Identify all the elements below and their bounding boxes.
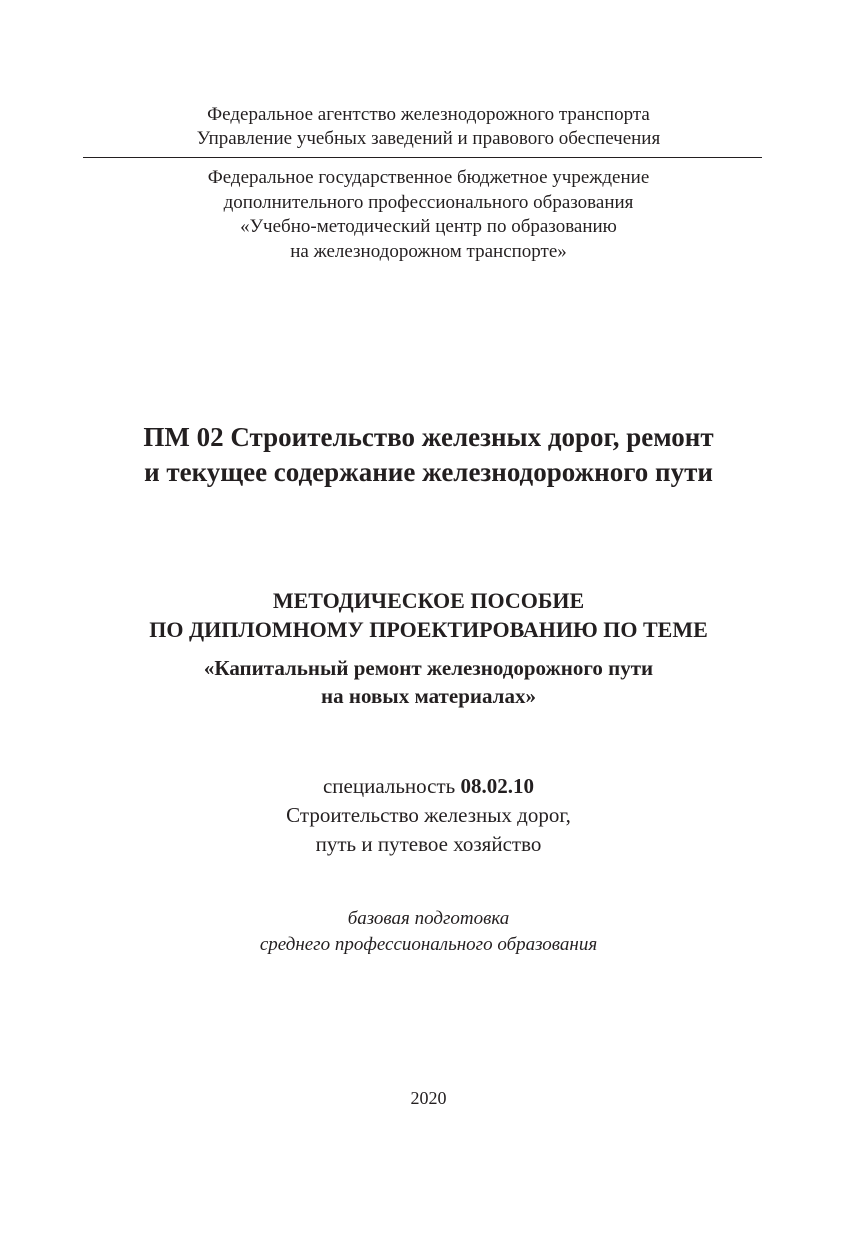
institution-line: Федеральное государственное бюджетное учреждение	[207, 167, 650, 188]
training-line: базовая подготовка	[347, 908, 510, 929]
manual-type-line: МЕТОДИЧЕСКОЕ ПОСОБИЕ	[272, 588, 585, 613]
specialty-name-line: путь и путевое хозяйство	[315, 832, 542, 856]
manual-topic-line: «Капитальный ремонт железнодорожного пути	[203, 656, 654, 680]
specialty-block	[0, 772, 857, 859]
specialty-code: 08.02.10	[460, 774, 534, 798]
training-level	[0, 906, 857, 958]
module-title	[0, 420, 857, 490]
agency-department: Управление учебных заведений и правового обеспечения	[196, 128, 661, 149]
manual-topic-line: на новых материалах»	[321, 684, 536, 708]
module-title-line: и текущее содержание железнодорожного пути	[144, 457, 713, 487]
agency-header	[0, 103, 857, 151]
header-divider	[83, 157, 762, 158]
specialty-label: специальность	[322, 774, 456, 798]
manual-topic	[0, 654, 857, 710]
publication-year: 2020	[410, 1088, 447, 1108]
specialty-code-line	[0, 772, 857, 801]
institution-line: на железнодорожном транспорте»	[290, 240, 567, 262]
institution-header	[0, 166, 857, 264]
module-title-line: ПМ 02 Строительство железных дорог, ремонт	[143, 422, 714, 452]
institution-line: «Учебно-методический центр по образованию	[240, 216, 617, 237]
specialty-name-line: Строительство железных дорог,	[286, 803, 571, 827]
manual-type-line: ПО ДИПЛОМНОМУ ПРОЕКТИРОВАНИЮ ПО ТЕМЕ	[149, 617, 708, 642]
institution-line: дополнительного профессионального образования	[223, 191, 634, 213]
agency-name: Федеральное агентство железнодорожного транспорта	[207, 104, 650, 125]
training-line: среднего профессионального образования	[259, 934, 598, 955]
manual-type	[0, 586, 857, 644]
